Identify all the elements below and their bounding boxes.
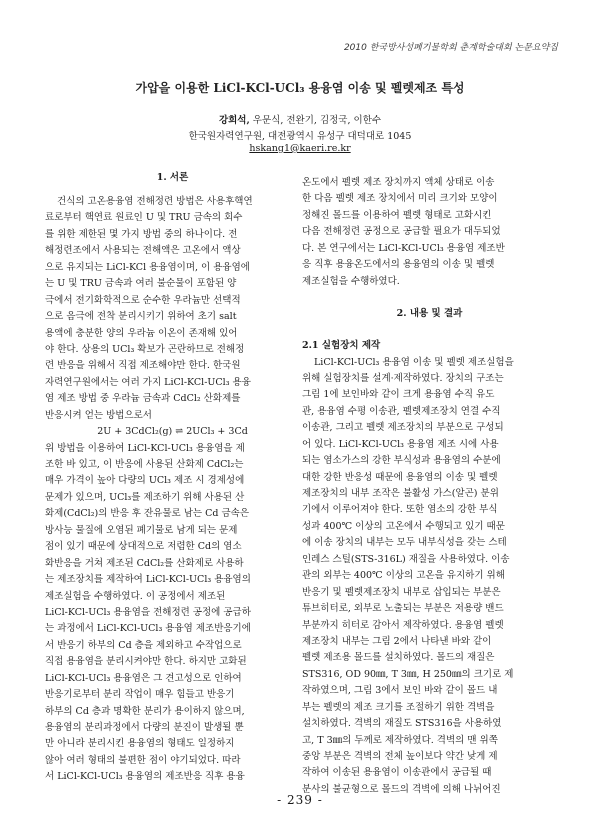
text-line: 극에서 전기화학적으로 순수한 우라늄만 선택적 [45,294,241,306]
paper-title: 가압을 이용한 LiCl-KCl-UCl₃ 용융염 이송 및 펠렛제조 특성 [135,81,465,95]
text-line: LiCl-KCl-UCl₃ 용융염을 전해정련 공정에 공급하 [45,606,251,618]
text-line: 위 방법을 이용하여 LiCl-KCl-UCl₃ 용융염을 제 [45,442,245,454]
text-line: 튜브히터로, 외부로 노출되는 부분은 저용량 밴드 [302,603,504,615]
section-heading-results: 2. 내용 및 결과 [396,308,463,320]
text-line: 반응기 및 펠렛제조장치 내부로 삽입되는 부분은 [302,586,501,598]
text-line: LiCl-KCl-UCl₃ 용융염 이송 및 펠렛 제조실험을 [314,356,514,368]
text-line: 작하였으며, 그림 3에서 보인 바와 같이 몰드 내 [302,685,498,697]
text-line: 야 한다. 상용의 UCl₃ 확보가 곤란하므로 전해정 [45,343,245,355]
affiliation: 한국원자력연구원, 대전광역시 유성구 대덕대로 1045 [188,131,412,142]
text-line: 련 반응을 위해서 직접 제조해야만 한다. 한국원 [45,360,241,372]
text-line: 기에서 이루어져야 한다. 또한 염소의 강한 부식 [302,504,498,516]
text-line: 한 다음 펠렛 제조 장치에서 미리 크기와 모양이 [302,193,498,205]
text-line: 료로부터 핵연료 원료인 U 및 TRU 금속의 회수 [45,212,243,224]
text-line: 매우 가격이 높아 다량의 UCl₃ 제조 시 경제성에 [45,475,245,487]
text-line: 방사능 물질에 오염된 폐기물로 남게 되는 문제 [45,524,238,536]
text-line: 조한 바 있고, 이 반응에 사용된 산화제 CdCl₂는 [45,459,244,470]
text-line: 용액에 충분한 양의 우라늄 이온이 존재해 있어 [45,327,238,339]
text-line: 자력연구원에서는 여러 가지 LiCl-KCl-UCl₃ 용융 [45,376,251,388]
author-list [0,112,600,126]
left-column [45,170,300,786]
co-authors: 우문식, 전완기, 김정국, 이한수 [249,115,382,126]
text-line: 문제가 있으며, UCl₃를 제조하기 위해 사용된 산 [45,491,245,503]
text-line: 성과 400℃ 이상의 고온에서 수행되고 있기 때문 [302,520,505,532]
text-line: LiCl-KCl-UCl₃ 용융염은 그 견고성으로 인하여 [45,672,242,684]
text-line: 만 아니라 분리시킨 용융염의 형태도 일정하지 [45,738,235,750]
text-line: 되는 염소가스의 강한 부식성과 용융염의 수분에 [302,455,501,467]
text-line: 분사의 불균형으로 몰드의 격벽에 의해 나뉘어진 [302,783,501,795]
text-line: 건식의 고온용융염 전해정련 방법은 사용후핵연 [57,196,253,207]
intro-paragraph-3 [302,175,557,290]
subsection-heading-apparatus: 2.1 실험장치 제작 [302,340,381,352]
text-line: 서 LiCl-KCl-UCl₃ 용융염의 제조반응 직후 용융 [45,771,245,783]
text-line: 제조실험을 수행하였다. [302,275,400,287]
apparatus-paragraph [302,355,557,799]
page-number: - 239 - [277,793,323,807]
text-line: 는 U 및 TRU 금속과 여러 불순물이 포함된 양 [45,278,237,290]
text-line: 화제(CdCl₂)의 반응 후 잔유물로 남는 Cd 금속은 [45,508,250,520]
text-line: 대한 강한 반응성 때문에 용융염의 이송 및 펠렛 [302,471,498,483]
text-line: 관의 외부는 400℃ 이상의 고온을 유지하기 위해 [302,570,505,582]
email-link[interactable]: hskang1@kaeri.re.kr [249,143,351,154]
intro-paragraph-1 [45,194,300,424]
text-line: 않아 여러 형태의 불편한 점이 야기되었다. 따라 [45,754,241,766]
right-column [302,175,557,798]
text-line: 중앙 부분은 격벽의 전체 높이보다 약간 낮게 제 [302,751,498,762]
section-heading-introduction: 1. 서론 [156,172,189,183]
intro-paragraph-2 [45,441,300,786]
text-line: 반응기로부터 분리 작업이 매우 힘들고 반응기 [45,689,235,701]
text-line: 고, T 3㎜의 두께로 제작하였다. 격벽의 맨 위쪽 [302,734,498,746]
text-line: 하부의 Cd 층과 명확한 분리가 용이하지 않으며, [45,705,245,717]
text-line: 위해 실험장치를 설계·제작하였다. 장치의 구조는 [302,372,504,384]
lead-author: 강희석, [218,115,250,126]
text-line: 그림 1에 보인바와 같이 크게 용융염 수직 유도 [302,389,495,401]
text-line: 정해진 몰드를 이용하여 펠렛 형태로 고화시킨 [302,209,492,221]
text-line: 제조실험을 수행하였다. 이 공정에서 제조된 [45,590,226,602]
text-line: 서 반응기 하부의 Cd 층을 제외하고 수작업으로 [45,639,242,651]
text-line: 직접 용융염을 분리시켜야만 한다. 하지만 고화된 [45,656,247,668]
author-email[interactable] [0,143,600,154]
text-line: 다. 본 연구에서는 LiCl-KCl-UCl₃ 용융염 제조반 [302,242,505,254]
text-line: 어 있다. LiCl-KCl-UCl₃ 용융염 제조 시에 사용 [302,438,499,450]
text-line: 제조장치 내부는 그림 2에서 나타낸 바와 같이 [302,635,492,647]
text-line: 으로 음극에 전착 분리시키기 위하여 초기 salt [45,311,237,323]
text-line: 펠렛 제조용 몰드를 설치하였다. 몰드의 재질은 [302,652,495,664]
text-line: 작하여 이송된 용융염이 이송관에서 공급될 때 [302,767,492,779]
text-line: 반응시켜 얻는 방법으로서 [45,409,152,421]
text-line: 를 위한 제한된 몇 가지 방법 중의 하나이다. 전 [45,228,238,240]
text-line: 부는 펠렛의 제조 크기를 조절하기 위한 격벽을 [302,701,495,713]
running-header: 2010 한국방사성폐기물학회 춘계학술대회 논문요약집 [343,43,558,53]
text-line: 점이 있기 때문에 상대적으로 저렴한 Cd의 염소 [45,541,242,553]
text-line: STS316, OD 90㎜, T 3㎜, H 250㎜의 크기로 제 [302,668,514,680]
text-line: 인레스 스틸(STS-316L) 재질을 사용하였다. 이송 [302,553,510,565]
text-line: 관, 용융염 수평 이송관, 펠렛제조장치 연결 수직 [302,405,501,417]
text-line: 염 제조 방법 중 우라늄 금속과 CdCl₂ 산화제를 [45,393,241,405]
text-line: 해정련조에서 사용되는 전해액은 고온에서 액상 [45,245,241,257]
text-line: 설치하였다. 격벽의 재질도 STS316을 사용하였 [302,718,502,730]
text-line: 다음 전해정련 공정으로 공급할 필요가 대두되었 [302,226,501,238]
text-line: 는 제조장치를 제작하여 LiCl-KCl-UCl₃ 용융염의 [45,574,251,586]
text-line: 제조장치의 내부 조작은 불활성 가스(알곤) 분위 [302,488,499,499]
text-line: 으로 유지되는 LiCl-KCl 용융염이며, 이 용융염에 [45,261,250,273]
text-line: 온도에서 펠렛 제조 장치까지 액체 상태로 이송 [302,177,495,188]
reaction-equation: 2U + 3CdCl₂(g) ⇌ 2UCl₃ + 3Cd [97,426,248,438]
text-line: 부분까지 히터로 감아서 제작하였다. 용융염 펠렛 [302,619,504,631]
text-line: 화반응을 거쳐 제조된 CdCl₂를 산화제로 사용하 [45,557,244,569]
text-line: 이송관, 그리고 펠렛 제조장치의 부분으로 구성되 [302,422,504,434]
text-line: 에 이송 장치의 내부는 모두 내부식성을 갖는 스테 [302,537,507,549]
text-line: 용융염의 분리과정에서 다량의 분진이 발생될 뿐 [45,722,244,733]
text-line: 는 과정에서 LiCl-KCl-UCl₃ 용융염 제조반응기에 [45,623,251,635]
text-line: 응 직후 용융온도에서의 용융염의 이송 및 펠렛 [302,259,495,271]
